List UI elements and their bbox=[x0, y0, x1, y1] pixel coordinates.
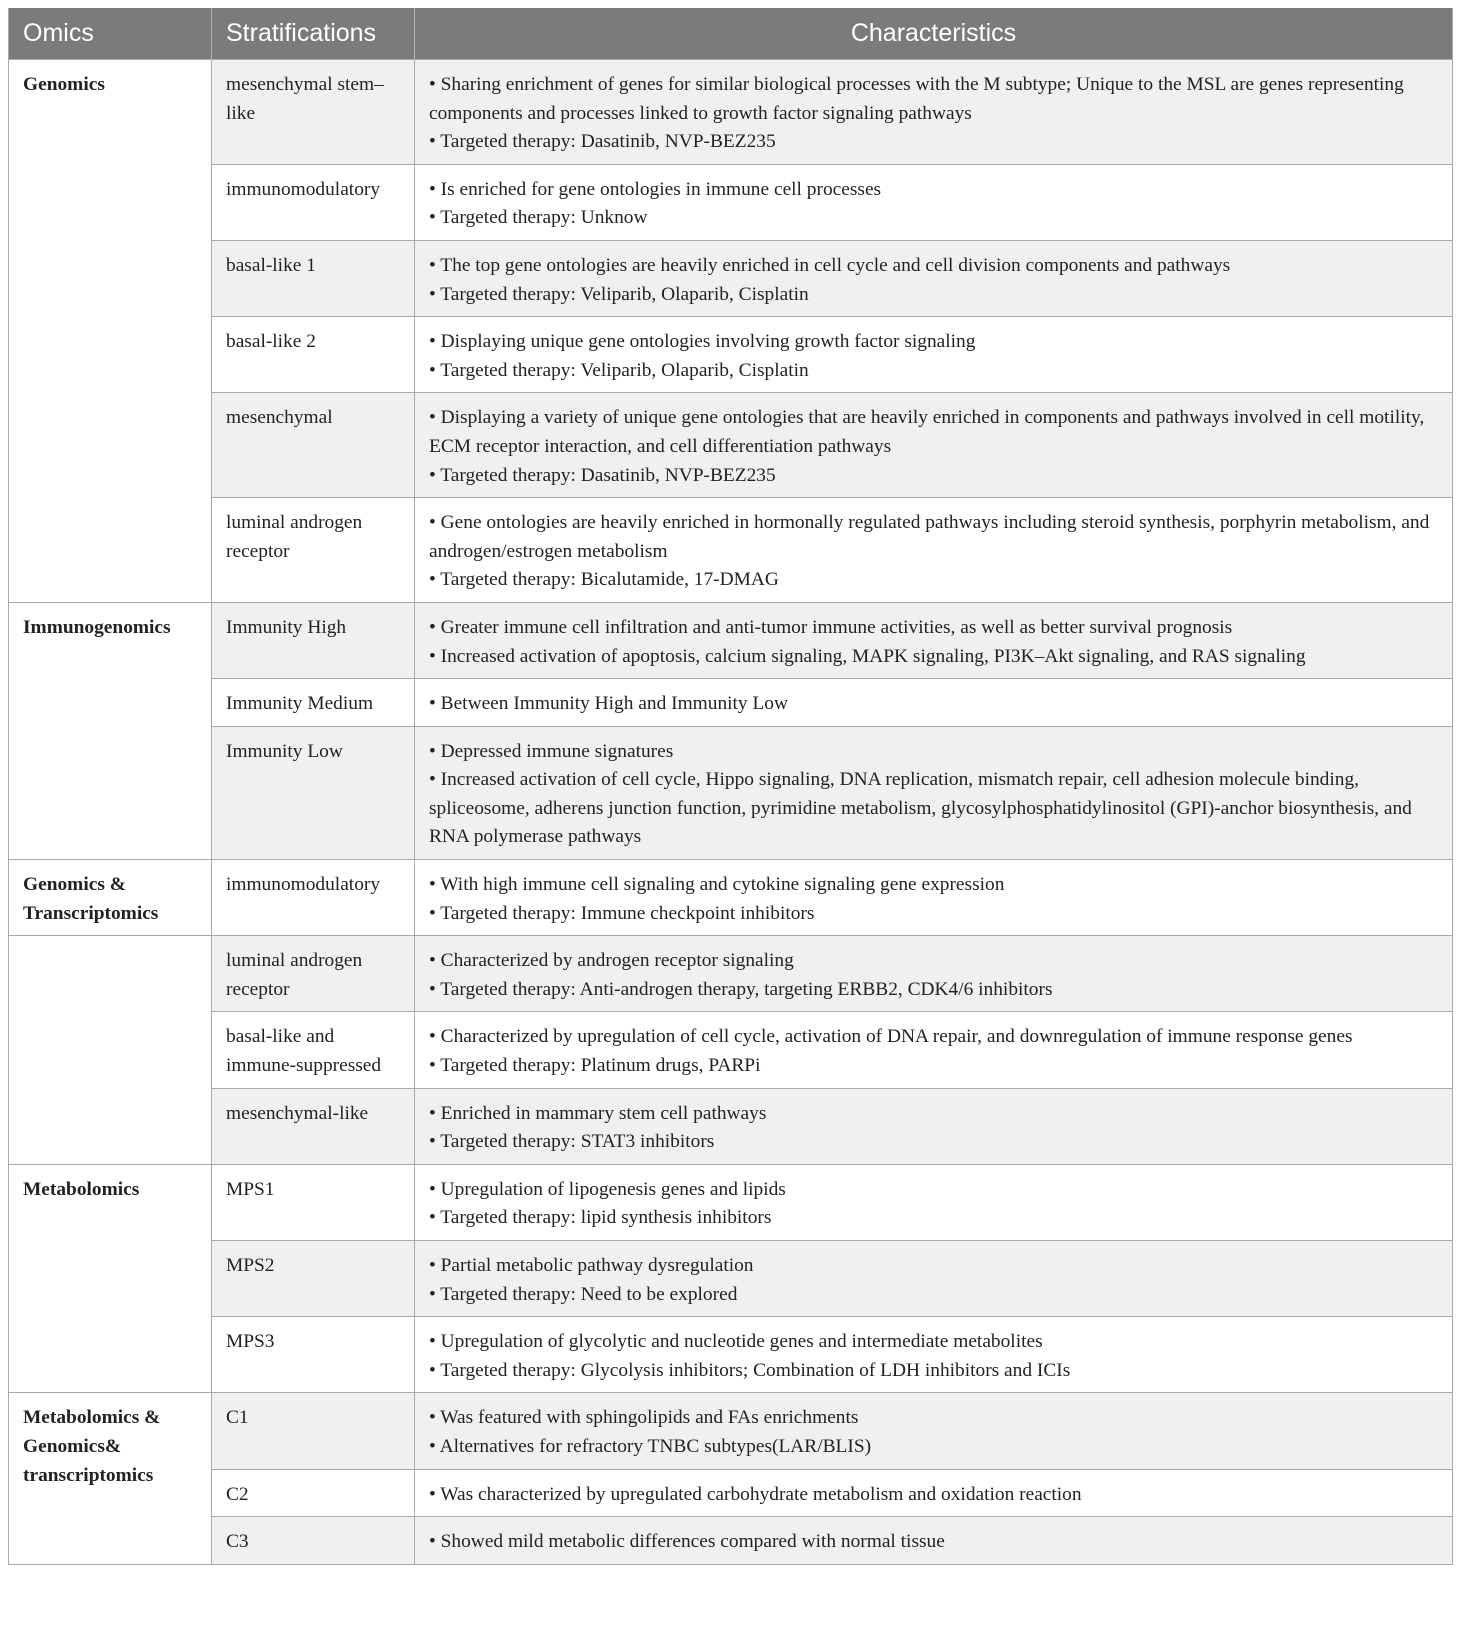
omics-cell: Genomics & Transcriptomics bbox=[9, 860, 212, 936]
characteristics-cell bbox=[415, 240, 1453, 316]
table-row bbox=[9, 240, 1453, 316]
omics-cell bbox=[9, 936, 212, 1165]
table-row bbox=[9, 860, 1453, 936]
table-row bbox=[9, 1241, 1453, 1317]
characteristic-line: • Showed mild metabolic differences compared with normal tissue bbox=[429, 1531, 945, 1553]
characteristic-line: • Between Immunity High and Immunity Low bbox=[429, 693, 789, 715]
characteristics-cell bbox=[415, 860, 1453, 936]
table-row bbox=[9, 936, 1453, 1012]
characteristics-cell bbox=[415, 1517, 1453, 1565]
characteristics-cell bbox=[415, 317, 1453, 393]
characteristic-line: • Targeted therapy: STAT3 inhibitors bbox=[429, 1131, 715, 1153]
omics-cell: Metabolomics & Genomics& transcriptomics bbox=[9, 1393, 212, 1564]
characteristics-cell bbox=[415, 1317, 1453, 1393]
characteristic-line: • Targeted therapy: Dasatinib, NVP-BEZ235 bbox=[429, 464, 776, 486]
table-row bbox=[9, 1469, 1453, 1517]
stratification-cell: immunomodulatory bbox=[212, 860, 415, 936]
stratification-cell: mesenchymal bbox=[212, 393, 415, 498]
characteristic-line: • Was characterized by upregulated carbohydrate metabolism and oxidation reaction bbox=[429, 1483, 1082, 1505]
characteristic-line: • Depressed immune signatures bbox=[429, 740, 674, 762]
table-row bbox=[9, 498, 1453, 603]
characteristic-line: • The top gene ontologies are heavily enriched in cell cycle and cell division components and pathways bbox=[429, 254, 1231, 276]
characteristic-line: • Increased activation of apoptosis, calcium signaling, MAPK signaling, PI3K–Akt signaling, and RAS signaling bbox=[429, 645, 1306, 667]
characteristics-cell bbox=[415, 164, 1453, 240]
characteristics-cell bbox=[415, 1393, 1453, 1469]
table-row bbox=[9, 317, 1453, 393]
characteristics-cell bbox=[415, 1469, 1453, 1517]
characteristic-line: • Targeted therapy: Immune checkpoint inhibitors bbox=[429, 902, 815, 924]
stratification-cell: basal-like 1 bbox=[212, 240, 415, 316]
characteristic-line: • Increased activation of cell cycle, Hippo signaling, DNA replication, mismatch repair, cell adhesion molecule binding, spliceosome, adherens junction function, pyrimidine metabolism, glycosylphosphatidylinositol (GPI)-anchor biosynthesis, and RNA polymerase pathways bbox=[429, 769, 1412, 848]
table-row bbox=[9, 726, 1453, 859]
table-row bbox=[9, 60, 1453, 165]
characteristics-cell bbox=[415, 1241, 1453, 1317]
characteristics-cell bbox=[415, 60, 1453, 165]
characteristics-cell bbox=[415, 1088, 1453, 1164]
stratification-cell: MPS1 bbox=[212, 1164, 415, 1240]
stratification-cell: Immunity Medium bbox=[212, 679, 415, 727]
stratification-cell: Immunity High bbox=[212, 602, 415, 678]
header-omics: Omics bbox=[9, 8, 212, 60]
omics-cell: Immunogenomics bbox=[9, 602, 212, 859]
table-row bbox=[9, 1393, 1453, 1469]
characteristic-line: • Targeted therapy: Dasatinib, NVP-BEZ235 bbox=[429, 131, 776, 153]
table-row bbox=[9, 164, 1453, 240]
table-row bbox=[9, 1088, 1453, 1164]
characteristic-line: • Partial metabolic pathway dysregulation bbox=[429, 1255, 754, 1276]
characteristics-cell bbox=[415, 1164, 1453, 1240]
table-row bbox=[9, 1517, 1453, 1565]
characteristic-line: • Displaying unique gene ontologies involving growth factor signaling bbox=[429, 331, 976, 353]
characteristics-cell bbox=[415, 679, 1453, 727]
stratification-cell: Immunity Low bbox=[212, 726, 415, 859]
characteristics-cell bbox=[415, 726, 1453, 859]
table-row bbox=[9, 1164, 1453, 1240]
characteristic-line: • Targeted therapy: Need to be explored bbox=[429, 1283, 738, 1305]
stratification-cell: C1 bbox=[212, 1393, 415, 1469]
characteristic-line: • Characterized by upregulation of cell cycle, activation of DNA repair, and downregulation of immune response genes bbox=[429, 1026, 1353, 1048]
characteristics-cell bbox=[415, 1012, 1453, 1088]
header-stratifications: Stratifications bbox=[212, 8, 415, 60]
table-header-row bbox=[9, 8, 1453, 60]
characteristics-cell bbox=[415, 602, 1453, 678]
characteristic-line: • Displaying a variety of unique gene ontologies that are heavily enriched in components and pathways involved in cell motility, ECM receptor interaction, and cell differentiation pathways bbox=[429, 407, 1425, 457]
stratification-cell: mesenchymal stem–like bbox=[212, 60, 415, 165]
table-row bbox=[9, 393, 1453, 498]
characteristic-line: • Targeted therapy: Veliparib, Olaparib, Cisplatin bbox=[429, 283, 809, 305]
characteristic-line: • Targeted therapy: Platinum drugs, PARPi bbox=[429, 1055, 761, 1077]
stratification-cell: basal-like 2 bbox=[212, 317, 415, 393]
stratification-cell: MPS2 bbox=[212, 1241, 415, 1317]
characteristic-line: • Targeted therapy: Unknow bbox=[429, 207, 648, 229]
stratification-cell: luminal androgen receptor bbox=[212, 936, 415, 1012]
omics-cell: Metabolomics bbox=[9, 1164, 212, 1393]
characteristic-line: • Characterized by androgen receptor signaling bbox=[429, 950, 794, 972]
stratification-cell: C3 bbox=[212, 1517, 415, 1565]
characteristic-line: • Alternatives for refractory TNBC subtypes(LAR/BLIS) bbox=[429, 1435, 872, 1457]
characteristic-line: • Was featured with sphingolipids and FAs enrichments bbox=[429, 1407, 859, 1429]
table-row bbox=[9, 679, 1453, 727]
table-body bbox=[9, 60, 1453, 1565]
characteristic-line: • With high immune cell signaling and cytokine signaling gene expression bbox=[429, 874, 1005, 896]
omics-table-container bbox=[8, 8, 1452, 1565]
characteristic-line: • Targeted therapy: Glycolysis inhibitors; Combination of LDH inhibitors and ICIs bbox=[429, 1359, 1071, 1381]
stratification-cell: immunomodulatory bbox=[212, 164, 415, 240]
table-row bbox=[9, 1012, 1453, 1088]
omics-stratification-table bbox=[8, 8, 1453, 1565]
characteristic-line: • Targeted therapy: lipid synthesis inhibitors bbox=[429, 1207, 772, 1229]
stratification-cell: MPS3 bbox=[212, 1317, 415, 1393]
characteristic-line: • Is enriched for gene ontologies in immune cell processes bbox=[429, 178, 882, 200]
characteristics-cell bbox=[415, 393, 1453, 498]
stratification-cell: C2 bbox=[212, 1469, 415, 1517]
table-row bbox=[9, 1317, 1453, 1393]
characteristics-cell bbox=[415, 936, 1453, 1012]
characteristic-line: • Targeted therapy: Bicalutamide, 17-DMAG bbox=[429, 569, 779, 591]
omics-cell: Genomics bbox=[9, 60, 212, 603]
stratification-cell: mesenchymal-like bbox=[212, 1088, 415, 1164]
characteristic-line: • Gene ontologies are heavily enriched in hormonally regulated pathways including steroid synthesis, porphyrin metabolism, and androgen/estrogen metabolism bbox=[429, 512, 1430, 562]
stratification-cell: basal-like and immune-suppressed bbox=[212, 1012, 415, 1088]
characteristic-line: • Upregulation of lipogenesis genes and lipids bbox=[429, 1178, 786, 1200]
header-characteristics: Characteristics bbox=[415, 8, 1453, 60]
characteristic-line: • Upregulation of glycolytic and nucleotide genes and intermediate metabolites bbox=[429, 1331, 1043, 1353]
table-row bbox=[9, 602, 1453, 678]
characteristic-line: • Enriched in mammary stem cell pathways bbox=[429, 1102, 767, 1124]
characteristic-line: • Targeted therapy: Anti-androgen therapy, targeting ERBB2, CDK4/6 inhibitors bbox=[429, 978, 1053, 1000]
characteristic-line: • Targeted therapy: Veliparib, Olaparib, Cisplatin bbox=[429, 359, 809, 381]
characteristics-cell bbox=[415, 498, 1453, 603]
stratification-cell: luminal androgen receptor bbox=[212, 498, 415, 603]
characteristic-line: • Greater immune cell infiltration and anti-tumor immune activities, as well as better survival prognosis bbox=[429, 616, 1233, 638]
characteristic-line: • Sharing enrichment of genes for similar biological processes with the M subtype; Unique to the MSL are genes representing components and processes linked to growth factor signaling pathways bbox=[429, 74, 1404, 124]
